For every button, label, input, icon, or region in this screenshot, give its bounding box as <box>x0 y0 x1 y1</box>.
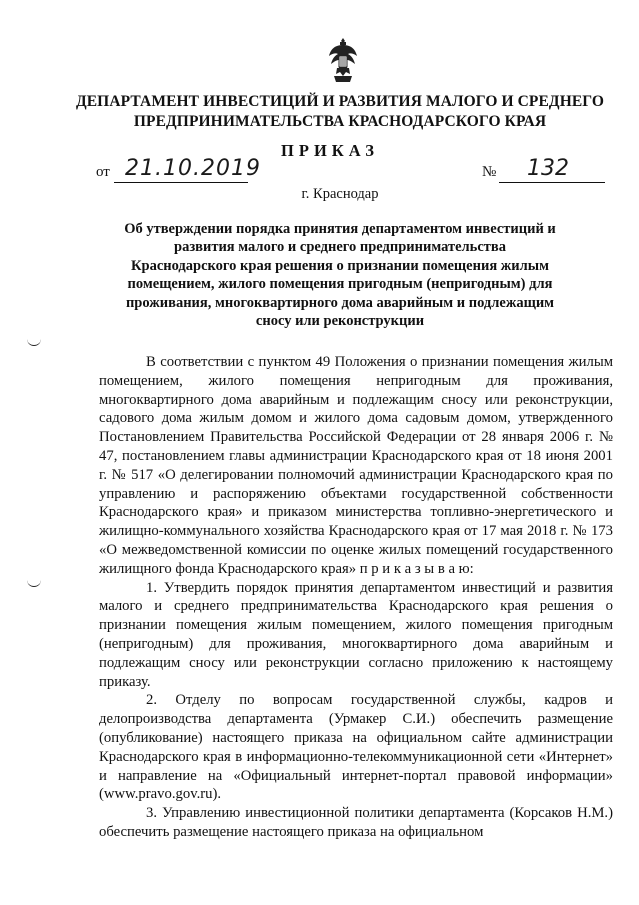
order-body <box>99 353 613 842</box>
punch-mark <box>27 339 41 346</box>
paragraph-preamble: В соответствии с пунктом 49 Положения о признании помещения жилым помещением, жилого помещения непригодным для проживания, многоквартирного дома аварийным и подлежащим сносу или реконструкции, садового дома жилым домом и жилого дома садовым домом, утвержденного Постановлением Правительства Российской Федерации от 28 января 2006 г. № 47, постановлением главы администрации Краснодарского края от 18 июня 2001 г. № 517 «О делегировании полномочий администрации Краснодарского края по управлению и распоряжению объектами государственной собственности Краснодарского края» и приказом министерства топливно-энергетического и жилищно-коммунального хозяйства Краснодарского края от 17 мая 2018 г. № 173 «О межведомственной комиссии по оценке жилых помещений государственного жилищного фонда Краснодарского края» п р и к а з ы в а ю: <box>99 354 613 577</box>
date-prefix: от <box>96 164 110 180</box>
paragraph-item-3: 3. Управлению инвестиционной политики департамента (Корсаков Н.М.) обеспечить размещение настоящего приказа на официальном <box>99 805 613 840</box>
department-name: ДЕПАРТАМЕНТ ИНВЕСТИЦИЙ И РАЗВИТИЯ МАЛОГО И СРЕДНЕГО ПРЕДПРИНИМАТЕЛЬСТВА КРАСНОДАРСКОГО КРАЯ <box>75 93 605 130</box>
document-type: ПРИКАЗ <box>281 141 379 160</box>
order-title: Об утверждении порядка принятия департаментом инвестиций и развития малого и среднего предпринимательства Краснодарского края решения о признании помещения жилым помещением, жилого помещения пригодным (непригодным) для проживания, многоквартирного дома аварийным и подлежащим сносу или реконструкции <box>124 221 556 330</box>
paragraph-item-2: 2. Отделу по вопросам государственной службы, кадров и делопроизводства департамента (Урмакер С.И.) обеспечить размещение (опубликование) настоящего приказа на официальном сайте администрации Краснодарского края в информационно-телекоммуникационной сети «Интернет» и направление на «Официальный интернет-портал правовой информации» (www.pravo.gov.ru). <box>99 692 613 803</box>
number-prefix: № <box>482 164 497 180</box>
city-name: г. Краснодар <box>301 186 379 202</box>
krasnodar-coat-of-arms-icon <box>328 36 358 84</box>
date-handwritten: 21.10.2019 <box>125 156 261 181</box>
punch-mark <box>27 580 41 587</box>
number-handwritten: 132 <box>527 156 569 181</box>
paragraph-item-1: 1. Утвердить порядок принятия департаментом инвестиций и развития малого и среднего предпринимательства Краснодарского края решения о признании помещения жилым помещением, жилого помещения пригодным (непригодным) для проживания, многоквартирного дома аварийным и подлежащим сносу или реконструкции согласно приложению к настоящему приказу. <box>99 579 613 690</box>
